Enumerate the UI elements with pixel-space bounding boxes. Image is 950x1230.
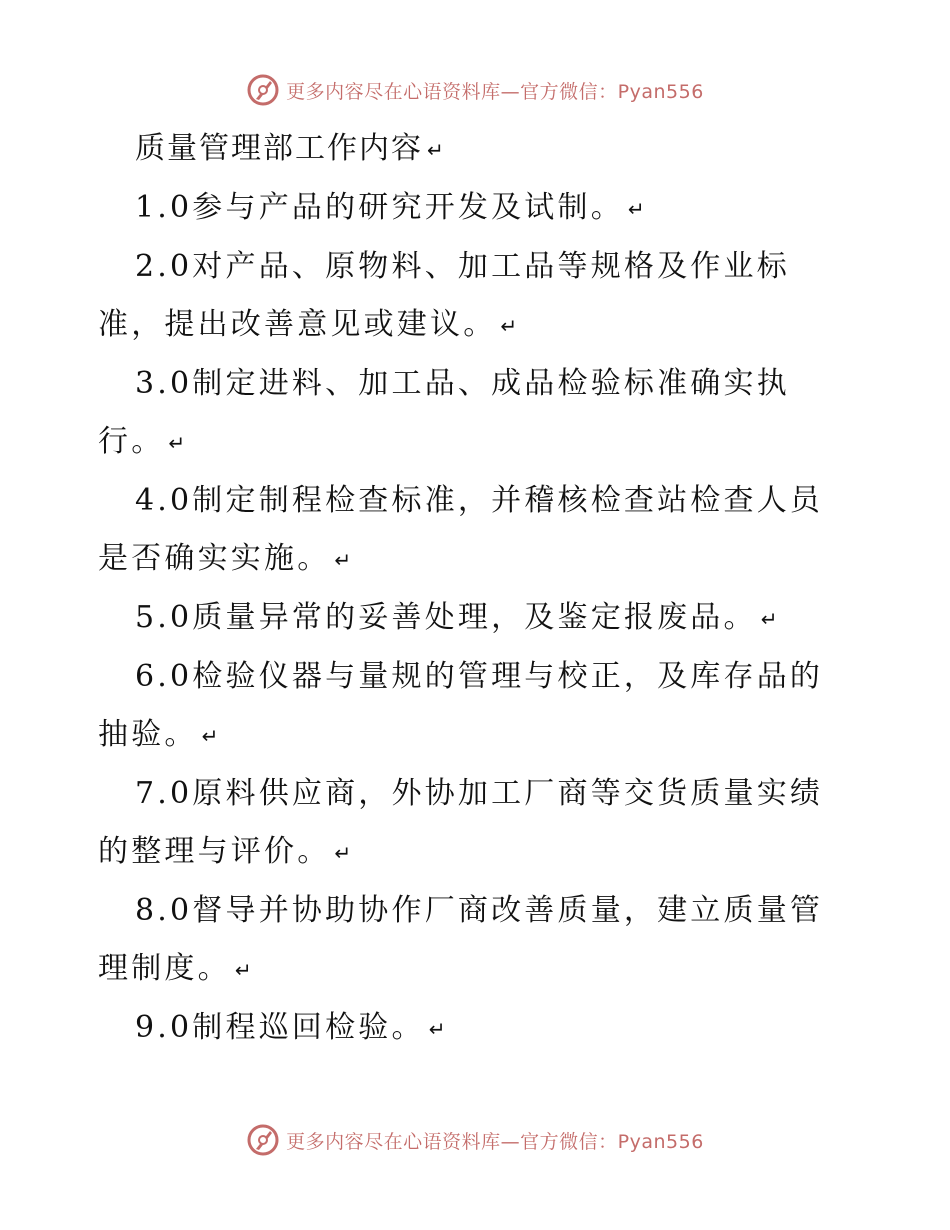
paragraph-mark-icon: ↵ xyxy=(627,197,645,221)
list-item: 6.0检验仪器与量规的管理与校正，及库存品的抽验。 ↵ xyxy=(98,648,838,765)
list-item: 7.0原料供应商，外协加工厂商等交货质量实绩的整理与评价。 ↵ xyxy=(98,765,838,882)
watermark-banner-top xyxy=(0,70,950,110)
quill-logo-icon xyxy=(246,1123,280,1157)
list-item: 3.0制定进料、加工品、成品检验标准确实执行。 ↵ xyxy=(98,355,838,472)
document-body xyxy=(98,120,838,1058)
list-item: 1.0参与产品的研究开发及试制。 ↵ xyxy=(98,179,838,238)
paragraph-mark-icon: ↵ xyxy=(334,548,352,572)
paragraph-mark-icon: ↵ xyxy=(427,138,444,162)
paragraph-mark-icon: ↵ xyxy=(201,724,219,748)
paragraph-mark-icon: ↵ xyxy=(500,314,518,338)
list-item: 2.0对产品、原物料、加工品等规格及作业标准，提出改善意见或建议。 ↵ xyxy=(98,238,838,355)
list-item: 9.0制程巡回检验。 ↵ xyxy=(98,999,838,1058)
list-item: 4.0制定制程检查标准，并稽核检查站检查人员是否确实实施。 ↵ xyxy=(98,472,838,589)
paragraph-mark-icon: ↵ xyxy=(334,841,352,865)
item-list xyxy=(98,179,838,1058)
document-title: 质量管理部工作内容 ↵ xyxy=(135,120,838,179)
paragraph-mark-icon: ↵ xyxy=(234,958,252,982)
watermark-text: 更多内容尽在心语资料库—官方微信：Pyan556 xyxy=(286,1130,704,1153)
paragraph-mark-icon: ↵ xyxy=(760,607,778,631)
list-item: 8.0督导并协助协作厂商改善质量，建立质量管理制度。 ↵ xyxy=(98,882,838,999)
watermark-banner-bottom xyxy=(0,1120,950,1160)
watermark-text: 更多内容尽在心语资料库—官方微信：Pyan556 xyxy=(286,80,704,103)
paragraph-mark-icon: ↵ xyxy=(168,431,186,455)
paragraph-mark-icon: ↵ xyxy=(428,1017,446,1041)
quill-logo-icon xyxy=(246,73,280,107)
list-item: 5.0质量异常的妥善处理，及鉴定报废品。 ↵ xyxy=(98,589,838,648)
